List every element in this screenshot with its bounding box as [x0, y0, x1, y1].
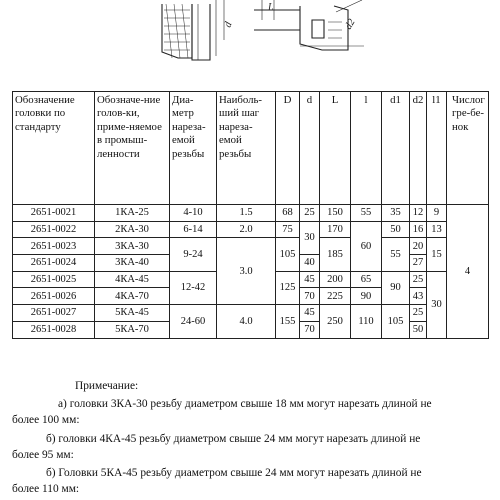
spec-table [12, 91, 489, 339]
header-diameter: Диа-метр нареза-емой резьбы [170, 92, 217, 205]
cell-L: 170 [320, 221, 351, 238]
header-D: D [276, 92, 300, 205]
cell-ind: 1КА-25 [95, 205, 170, 222]
cell-l: 55 [351, 205, 382, 222]
cell-d2: 12 [410, 205, 427, 222]
cell-d2: 50 [410, 321, 427, 338]
cell-ind: 4КА-70 [95, 288, 170, 305]
cell-pitch: 4.0 [217, 305, 276, 338]
header-standard: Обозначение головки по стандарту [13, 92, 95, 205]
note-item-c: б) Головки 5КА-45 резьбу диаметром свыше 24 мм могут нарезать длиной не [46, 467, 422, 480]
cell-pitch: 1.5 [217, 205, 276, 222]
note-item-b: б) головки 4КА-45 резьбу диаметром свыше 24 мм могут нарезать длиной не [46, 432, 421, 445]
cell-dia: 24-60 [170, 305, 217, 338]
table-row [13, 238, 489, 255]
header-industry: Обозначе-ние голов-ки, приме-няемое в промыш-ленности [95, 92, 170, 205]
cell-std: 2651-0028 [13, 321, 95, 338]
cell-D: 105 [276, 238, 300, 271]
cell-ind: 3КА-40 [95, 255, 170, 272]
cell-l: 65 [351, 271, 382, 288]
cell-std: 2651-0025 [13, 271, 95, 288]
cell-d2: 16 [410, 221, 427, 238]
cell-d: 40 [300, 255, 320, 272]
dim-label-L: L [268, 2, 274, 13]
cell-l1: 9 [427, 205, 447, 222]
dim-label-d: d [222, 20, 235, 30]
cell-pitch: 3.0 [217, 238, 276, 305]
header-L: L [320, 92, 351, 205]
header-pitch: Наиболь-ший шаг нареза-емой резьбы [217, 92, 276, 205]
table-row [13, 305, 489, 322]
cell-ind: 5КА-70 [95, 321, 170, 338]
note-item-a: а) головки 3КА-30 резьбу диаметром свыше 18 мм могут нарезать длиной не [58, 398, 432, 411]
note-block [12, 377, 488, 498]
note-item-c-cont: более 110 мм: [12, 483, 80, 496]
cell-d: 30 [300, 221, 320, 254]
cell-d1: 35 [382, 205, 410, 222]
table-row [13, 221, 489, 238]
cell-l: 90 [351, 288, 382, 305]
cell-L: 250 [320, 305, 351, 338]
cell-d2: 27 [410, 255, 427, 272]
cell-dia: 9-24 [170, 238, 217, 271]
cell-std: 2651-0024 [13, 255, 95, 272]
cell-D: 125 [276, 271, 300, 304]
cell-L: 225 [320, 288, 351, 305]
cell-std: 2651-0023 [13, 238, 95, 255]
cell-d1: 50 [382, 221, 410, 238]
cell-std: 2651-0021 [13, 205, 95, 222]
cell-l: 60 [351, 221, 382, 271]
header-d1: d1 [382, 92, 410, 205]
cell-dia: 6-14 [170, 221, 217, 238]
header-l1: l1 [427, 92, 447, 205]
cell-L: 150 [320, 205, 351, 222]
header-l: l [351, 92, 382, 205]
note-item-b-cont: более 95 мм: [12, 448, 74, 461]
cell-d2: 20 [410, 238, 427, 255]
cell-ind: 3КА-30 [95, 238, 170, 255]
head-drawing [150, 0, 370, 78]
note-item-a-cont: более 100 мм: [12, 414, 80, 427]
header-d2: d2 [410, 92, 427, 205]
cell-d1: 105 [382, 305, 410, 338]
cell-ind: 2КА-30 [95, 221, 170, 238]
cell-d: 45 [300, 271, 320, 288]
cell-l: 110 [351, 305, 382, 338]
cell-d1: 90 [382, 271, 410, 304]
cell-d: 70 [300, 288, 320, 305]
cell-d: 45 [300, 305, 320, 322]
cell-l1: 13 [427, 221, 447, 238]
cell-std: 2651-0027 [13, 305, 95, 322]
cell-ind: 5КА-45 [95, 305, 170, 322]
cell-std: 2651-0026 [13, 288, 95, 305]
cell-D: 68 [276, 205, 300, 222]
cell-ind: 4КА-45 [95, 271, 170, 288]
cell-d2: 43 [410, 288, 427, 305]
dim-label-d2: d2 [343, 17, 358, 32]
cell-d1: 55 [382, 238, 410, 271]
cell-pitch: 2.0 [217, 221, 276, 238]
note-title: Примечание: [75, 380, 139, 392]
header-combs: Числог гре-бе-нок [447, 92, 489, 205]
cell-l1: 30 [427, 271, 447, 338]
cell-std: 2651-0022 [13, 221, 95, 238]
cell-d: 70 [300, 321, 320, 338]
header-d: d [300, 92, 320, 205]
cell-d2: 25 [410, 305, 427, 322]
cell-D: 75 [276, 221, 300, 238]
cell-l1: 15 [427, 238, 447, 271]
cell-d: 25 [300, 205, 320, 222]
cell-dia: 12-42 [170, 271, 217, 304]
table-row [13, 205, 489, 222]
cell-L: 200 [320, 271, 351, 288]
cell-d2: 25 [410, 271, 427, 288]
cell-D: 155 [276, 305, 300, 338]
cell-L: 185 [320, 238, 351, 271]
cell-combs: 4 [447, 205, 489, 339]
cell-dia: 4-10 [170, 205, 217, 222]
